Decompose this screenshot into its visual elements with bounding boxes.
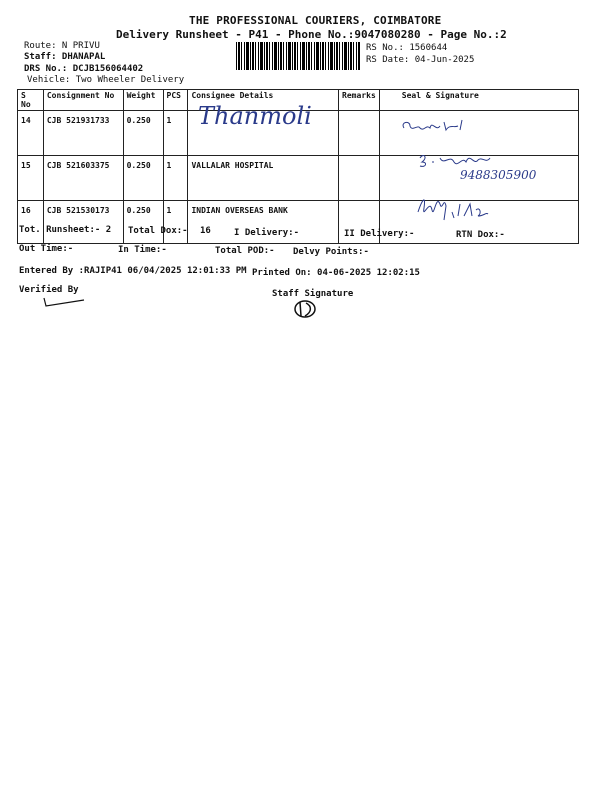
verified-by-signature — [40, 294, 90, 310]
company-title: THE PROFESSIONAL COURIERS, COIMBATORE — [189, 14, 442, 27]
cell-sno: 14 — [18, 111, 44, 156]
cell-consignment: CJB 521931733 — [43, 111, 123, 156]
total-pod: Total POD:- — [215, 246, 275, 256]
cell-consignee: VALLALAR HOSPITAL — [188, 156, 339, 201]
barcode-image — [236, 42, 360, 70]
cell-consignee: INDIAN OVERSEAS BANK — [188, 201, 339, 244]
col-seal-signature: Seal & Signature — [379, 90, 578, 111]
col-sno: S No — [18, 90, 44, 111]
col-pcs: PCS — [163, 90, 188, 111]
rs-date: RS Date: 04-Jun-2025 — [366, 55, 475, 65]
cell-pcs: 1 — [163, 201, 188, 244]
route-label: Route: N PRIVU — [24, 41, 100, 51]
cell-consignment: CJB 521603375 — [43, 156, 123, 201]
vehicle-label: Vehicle: Two Wheeler Delivery — [27, 75, 185, 85]
cell-pcs: 1 — [163, 156, 188, 201]
staff-label: Staff: DHANAPAL — [24, 52, 106, 62]
verified-by-label: Verified By — [19, 285, 79, 295]
total-runsheet: Tot. Runsheet:- 2 — [19, 225, 112, 235]
drs-number: DRS No.: DCJB156064402 — [24, 64, 144, 74]
out-time: Out Time:- — [19, 244, 74, 254]
handwritten-phone-number: 9488305900 — [460, 168, 537, 182]
cell-consignment: CJB 521530173 — [43, 201, 123, 244]
handwritten-consignee-name: Thanmoli — [198, 102, 312, 130]
col-weight: Weight — [123, 90, 163, 111]
handwritten-signature-row14 — [396, 114, 476, 138]
cell-remarks — [339, 156, 380, 201]
in-time: In Time:- — [118, 245, 167, 255]
cell-weight: 0.250 — [123, 111, 163, 156]
i-delivery: I Delivery:- — [234, 228, 300, 238]
staff-signature-mark — [292, 298, 318, 320]
runsheet-subtitle: Delivery Runsheet - P41 - Phone No.:9047080280 - Page No.:2 — [116, 28, 507, 41]
cell-sno: 16 — [18, 201, 44, 244]
delivery-points: Delvy Points:- — [293, 247, 369, 257]
cell-pcs: 1 — [163, 111, 188, 156]
total-dox-value: 16 — [200, 226, 211, 236]
col-consignee: Consignee Details — [188, 90, 339, 111]
printed-on: Printed On: 04-06-2025 12:02:15 — [252, 268, 420, 278]
col-remarks: Remarks — [339, 90, 380, 111]
cell-weight: 0.250 — [123, 201, 163, 244]
handwritten-signature-row16 — [414, 190, 494, 226]
total-dox-label: Total Dox:- — [128, 226, 188, 236]
staff-signature-label: Staff Signature — [272, 289, 354, 299]
cell-remarks — [339, 111, 380, 156]
rtn-dox: RTN Dox:- — [456, 230, 505, 240]
col-consignment: Consignment No — [43, 90, 123, 111]
entered-by: Entered By :RAJIP41 06/04/2025 12:01:33 PM — [19, 266, 247, 276]
cell-sno: 15 — [18, 156, 44, 201]
rs-number: RS No.: 1560644 — [366, 43, 448, 53]
cell-weight: 0.250 — [123, 156, 163, 201]
ii-delivery: II Delivery:- — [344, 229, 415, 239]
